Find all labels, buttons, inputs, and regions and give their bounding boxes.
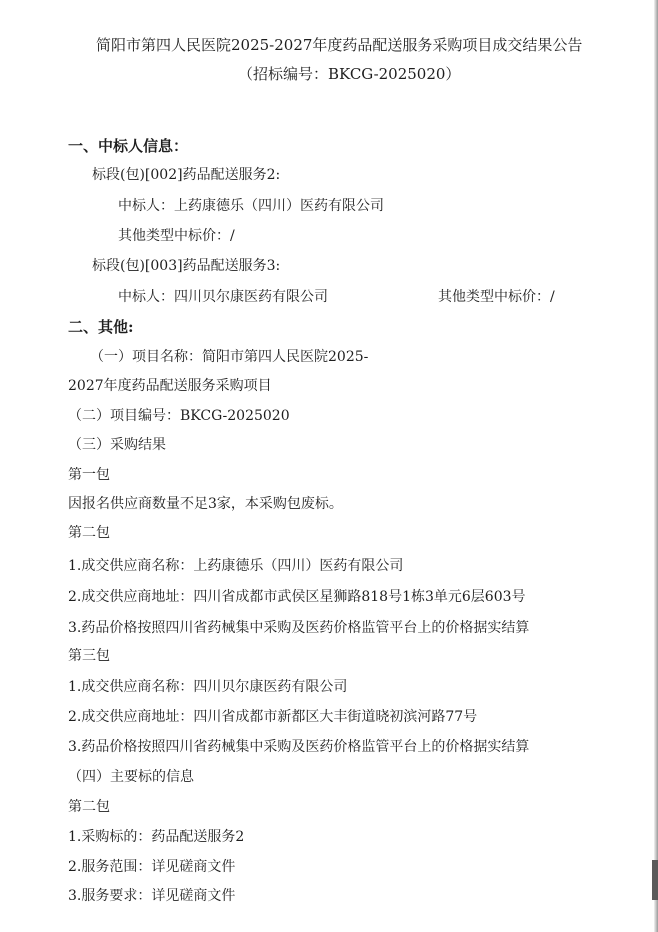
project-name-line1: （一）项目名称：简阳市第四人民医院2025- — [90, 349, 369, 365]
lot-002-label: 标段(包)[002]药品配送服务2: — [92, 167, 281, 183]
package-2-heading: 第二包 — [68, 525, 110, 541]
project-name-line2: 2027年度药品配送服务采购项目 — [68, 378, 272, 394]
package-2-supplier-address: 2.成交供应商地址：四川省成都市武侯区星狮路818号1栋3单元6层603号 — [68, 589, 526, 605]
lot-002-winner: 中标人：上药康德乐（四川）医药有限公司 — [118, 198, 384, 214]
package-1-text: 因报名供应商数量不足3家，本采购包废标。 — [68, 496, 343, 512]
lot-003-label: 标段(包)[003]药品配送服务3: — [92, 258, 281, 274]
package-3-settlement: 3.药品价格按照四川省药械集中采购及医药价格监管平台上的价格据实结算 — [68, 739, 530, 755]
lot-003-other-price: 其他类型中标价：/ — [438, 289, 555, 305]
service-scope: 2.服务范围：详见磋商文件 — [68, 859, 236, 875]
package-3-supplier-address: 2.成交供应商地址：四川省成都市新都区大丰街道晓初滨河路77号 — [68, 709, 478, 725]
lot-003-winner: 中标人：四川贝尔康医药有限公司 — [118, 289, 328, 305]
scan-edge-mark — [652, 860, 658, 900]
main-subject-heading: （四）主要标的信息 — [68, 769, 194, 785]
service-requirements: 3.服务要求：详见磋商文件 — [68, 888, 236, 904]
procurement-result-heading: （三）采购结果 — [68, 437, 166, 453]
package-3-supplier-name: 1.成交供应商名称：四川贝尔康医药有限公司 — [68, 679, 348, 695]
document-title: 简阳市第四人民医院2025-2027年度药品配送服务采购项目成交结果公告 — [96, 36, 583, 54]
section-other-heading: 二、其他: — [68, 318, 134, 336]
project-number: （二）项目编号：BKCG-2025020 — [68, 408, 290, 424]
package-2-settlement: 3.药品价格按照四川省药械集中采购及医药价格监管平台上的价格据实结算 — [68, 620, 530, 636]
scan-edge-shadow — [654, 0, 658, 932]
section-winner-heading: 一、中标人信息： — [68, 137, 189, 155]
package-3-heading: 第三包 — [68, 648, 110, 664]
subject-package-2-heading: 第二包 — [68, 799, 110, 815]
subject-item: 1.采购标的：药品配送服务2 — [68, 829, 245, 845]
tender-number: （招标编号：BKCG-2025020） — [238, 65, 461, 83]
lot-002-other-price: 其他类型中标价：/ — [118, 228, 235, 244]
package-2-supplier-name: 1.成交供应商名称：上药康德乐（四川）医药有限公司 — [68, 558, 404, 574]
package-1-heading: 第一包 — [68, 467, 110, 483]
